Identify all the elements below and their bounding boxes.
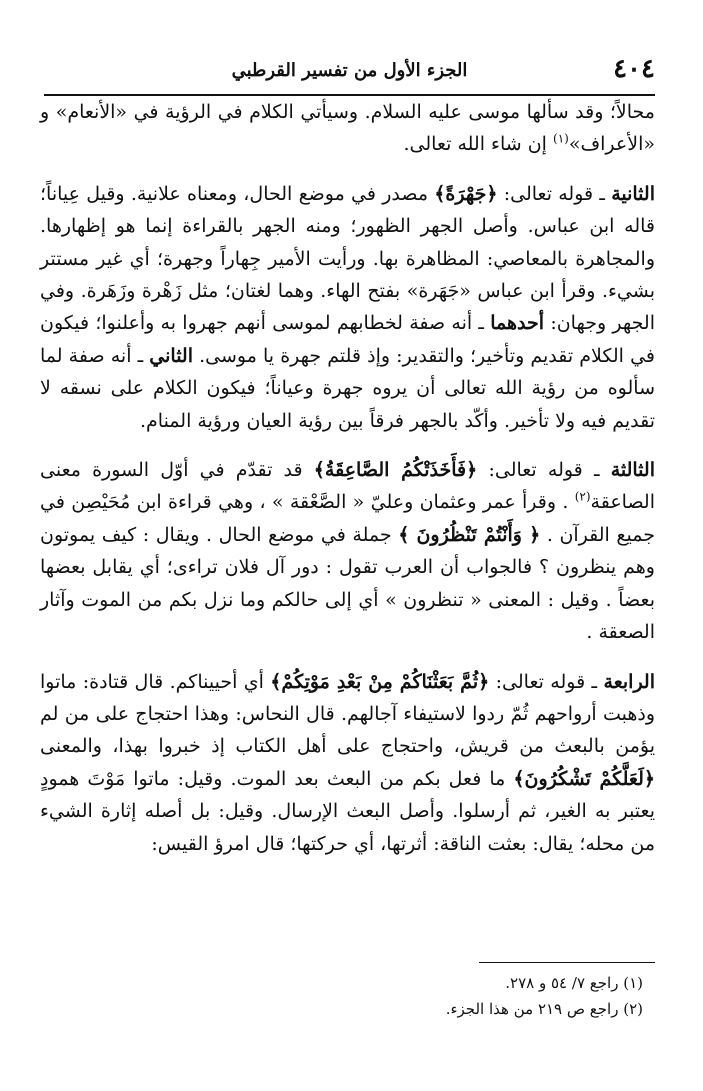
footnotes [83,970,643,1022]
section-heading: الثالثة [610,459,655,482]
quran-quote: ﴿فَأَخَذَتْكُمُ الصَّاعِقَةُ﴾ [313,459,478,482]
quran-quote: ﴿جَهْرَةً﴾ [434,182,498,205]
quran-quote: ﴿ثُمَّ بَعَثْنَاكُمْ مِنْ بَعْدِ مَوْتِكُمْ﴾ [270,670,490,693]
body-text [40,96,655,877]
page-header [44,52,655,96]
paragraph: الثانية ـ قوله تعالى: ﴿جَهْرَةً﴾ مصدر في موضع الحال، ومعناه علانية. وقيل عِياناً؛ قاله ابن عباس. وأصل الجهر الظهور؛ ومنه الجهر بالقراءة إنما هو إظهارها. والمجاهرة بالمعاصي: المظاهرة بها. ورأيت الأمير جِهاراً وجهرة؛ أي غير مستتر بشيء. وقرأ ابن عباس «جَهَرة» بفتح الهاء. وهما لغتان؛ مثل زَهْرة وزَهَرة. وفي الجهر وجهان: أحدهما ـ أنه صفة لخطابهم لموسى أنهم جهروا به وأعلنوا؛ فيكون في الكلام تقديم وتأخير؛ والتقدير: وإذ قلتم جهرة يا موسى. الثاني ـ أنه صفة لما سألوه من رؤية الله تعالى أن يروه جهرة وعياناً؛ فيكون الكلام على نسقه لا تقديم فيه ولا تأخير. وأكّد بالجهر فرقاً بين رؤية العيان ورؤية المنام. [40,182,655,432]
footnote-divider [479,962,655,963]
footnote: (١) راجع ٧/ ٥٤ و ٢٧٨. [505,974,643,992]
page-number: ٤٠٤ [613,54,655,84]
section-heading: الثانية [611,182,655,205]
paragraph: الرابعة ـ قوله تعالى: ﴿ثُمَّ بَعَثْنَاكُمْ مِنْ بَعْدِ مَوْتِكُمْ﴾ أي أحييناكم. قال قتادة: ماتوا وذهبت أرواحهم ثُمّ ردوا لاستيفاء آجالهم. قال النحاس: وهذا احتجاج على من لم يؤمن بالبعث من قريش، واحتجاج على أهل الكتاب إذ خبروا بهذا، والمعنى ﴿لَعَلَّكُمْ تَشْكُرُونَ﴾ ما فعل بكم من البعث بعد الموت. وقيل: ماتوا مَوْتَ همودٍ يعتبر به الغير، ثم أرسلوا. وأصل البعث الإرسال. وقيل: بل أصله إثارة الشيء من محله؛ يقال: بعثت الناقة: أثرتها، أي حركتها؛ قال امرؤ القيس: [40,670,656,855]
quran-quote: ﴿لَعَلَّكُمْ تَشْكُرُونَ﴾ [513,767,655,790]
running-title: الجزء الأول من تفسير القرطبي [231,60,468,81]
footnote: (٢) راجع ص ٢١٩ من هذا الجزء. [445,1000,643,1018]
paragraph: محالاً؛ وقد سألها موسى عليه السلام. وسيأتي الكلام في الرؤية في «الأنعام» و «الأعراف»$^{(١)}$ إن شاء الله تعالى. [40,101,655,156]
quran-quote: ﴿ وَأَنْتُمْ تَنْظُرُونَ ﴾ [398,523,541,546]
sub-heading: أحدهما [490,312,545,335]
paragraph: الثالثة ـ قوله تعالى: ﴿فَأَخَذَتْكُمُ الصَّاعِقَةُ﴾ قد تقدّم في أوّل السورة معنى الصاعقة$^{(٢)}$ . وقرأ عمر وعثمان وعليّ « الصَّعْقة » ، وهي قراءة ابن مُحَيْصِن في جميع القرآن . ﴿ وَأَنْتُمْ تَنْظُرُونَ ﴾ جملة في موضع الحال . ويقال : كيف يموتون وهم ينظرون ؟ فالجواب أن العرب تقول : دور آل فلان تراءى؛ أي يقابل بعضها بعضاً . وقيل : المعنى « تنظرون » أي إلى حالكم وما نزل بكم من الموت وآثار الصعقة . [40,459,655,644]
footnote-ref: (٢) [574,490,591,505]
footnote-ref: (١) [553,132,569,147]
section-heading: الرابعة [603,670,656,693]
sub-heading: الثاني [149,344,193,367]
